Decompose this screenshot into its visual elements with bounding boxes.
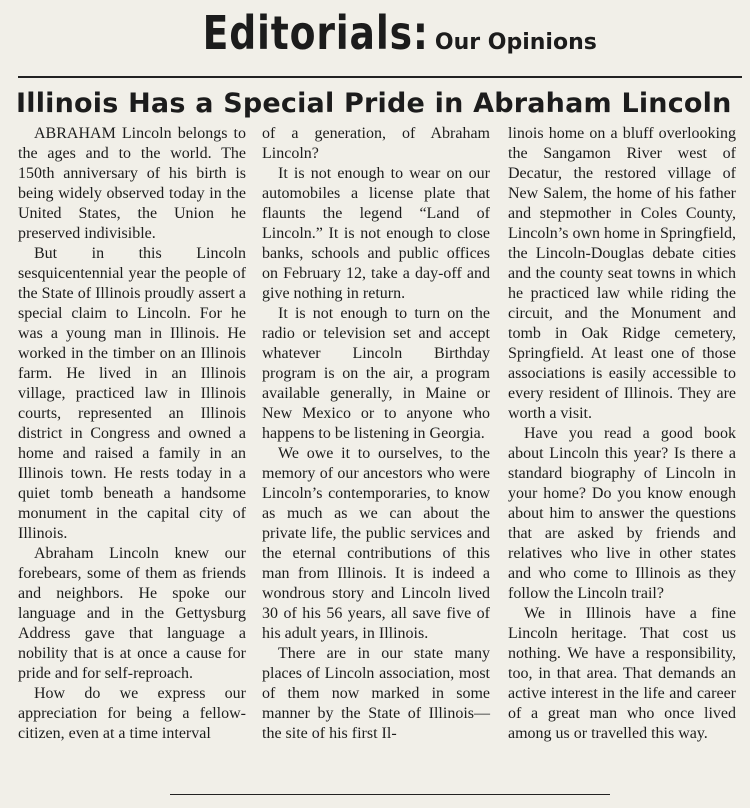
paragraph: linois home on a bluff overlooking the Sangamon River west of Decatur, the restored village of New Salem, the home of his father and stepmother in Coles County, Lincoln’s own home in Springfield, the Lincoln-Douglas debate cities and the county seat towns in which he practiced law while riding the circuit, and the Monument and tomb in Oak Ridge cemetery, Springfield. At least one of those associations is easily accessible to every resident of Illinois. They are worth a visit. [508,125,736,422]
bottom-rule [170,794,610,795]
paragraph: We in Illinois have a fine Lincoln heritage. That cost us nothing. We have a responsibility, too, in that area. That demands an active interest in the life and career of a great man who once lived among us or travelled this way. [508,605,736,742]
paragraph: It is not enough to turn on the radio or television set and accept whatever Lincoln Birthday program is on the air, a program available generally, in Maine or New Mexico or to anyone who happens to be listening in Georgia. [262,305,490,442]
top-rule [18,76,742,78]
paragraph: of a generation, of Abraham Lincoln? [262,125,490,162]
masthead-subtitle: Our Opinions [434,30,597,55]
paragraph: Have you read a good book about Lincoln this year? Is there a standard biography of Lincoln in your home? Do you know enough about him to answer the questions that are asked by friends and relatives who live in other states and who come to Illinois as they follow the Lincoln trail? [508,425,736,602]
paragraph: Abraham Lincoln knew our forebears, some of them as friends and neighbors. He spoke our language and in the Gettysburg Address gave that language a nobility that is at once a cause for pride and for self-reproach. [18,545,246,682]
paragraph: How do we express our appreciation for being a fellow-citizen, even at a time interval [18,685,246,742]
editorial-headline: Illinois Has a Special Pride in Abraham Lincoln [16,88,732,119]
article-column-1 [18,124,246,744]
paragraph: There are in our state many places of Lincoln association, most of them now marked in some manner by the State of Illinois—the site of his first Il- [262,645,490,742]
paragraph: It is not enough to wear on our automobiles a license plate that flaunts the legend “Land of Lincoln.” It is not enough to close banks, schools and public offices on February 12, take a day-off and give nothing in return. [262,165,490,302]
paragraph: We owe it to ourselves, to the memory of our ancestors who were Lincoln’s contemporaries, to know as much as we can about the private life, the public services and the eternal contributions of this man from Illinois. It is indeed a wondrous story and Lincoln lived 30 of his 56 years, all save five of his adult years, in Illinois. [262,445,490,642]
masthead [0,6,750,68]
paragraph: ABRAHAM Lincoln belongs to the ages and to the world. The 150th anniversary of his birth is being widely observed today in the United States, the Union he preserved indivisible. [18,125,246,242]
article-column-2 [262,124,490,744]
masthead-title: Editorials: [202,6,429,60]
article-column-3 [508,124,736,744]
paragraph: But in this Lincoln sesquicentennial year the people of the State of Illinois proudly assert a special claim to Lincoln. For he was a young man in Illinois. He worked in the timber on an Illinois farm. He lived in an Illinois village, practiced law in Illinois courts, represented an Illinois district in Congress and owned a home and raised a family in an Illinois town. He rests today in a quiet tomb beneath a handsome monument in the capital city of Illinois. [18,245,246,542]
